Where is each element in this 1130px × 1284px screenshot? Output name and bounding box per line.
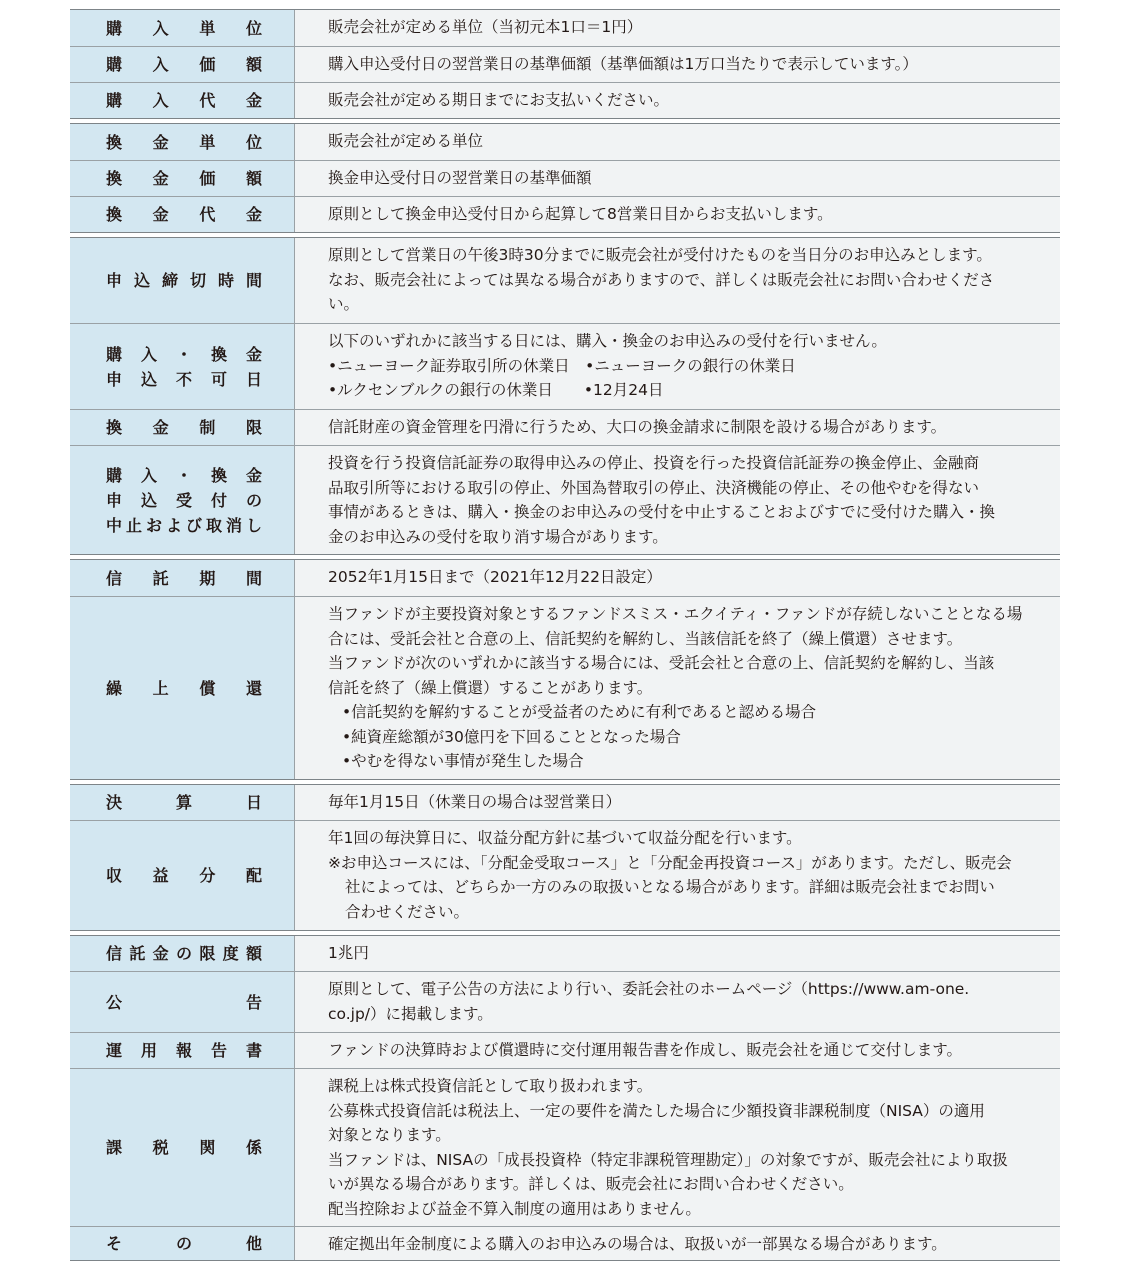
table-row: [70, 46, 1060, 82]
row-value-line: 原則として、電子公告の方法により行い、委託会社のホームページ（https://www.am-one.: [328, 980, 970, 998]
row-label-line: 購入・換金: [106, 465, 262, 485]
row-value: [295, 1033, 1060, 1068]
row-value-line: 対象となります。: [328, 1126, 451, 1144]
row-label: [70, 410, 295, 445]
table-row: [70, 238, 1060, 323]
row-label: [70, 936, 295, 971]
row-value-line: 信託を終了（繰上償還）することがあります。: [328, 678, 653, 697]
row-value-line: 当ファンドは、NISAの「成長投資枠（特定非課税管理勘定）」の対象ですが、販売会社により取扱: [328, 1150, 1008, 1169]
row-label-line: そ の 他: [106, 1234, 262, 1253]
row-label: [70, 47, 295, 82]
row-value: [295, 1069, 1060, 1226]
row-value: [295, 238, 1060, 323]
row-value-line: 確定拠出年金制度による購入のお申込みの場合は、取扱いが一部異なる場合があります。: [328, 1235, 947, 1253]
table-row: [70, 785, 1060, 820]
row-value-line: 投資を行う投資信託証券の取得申込みの停止、投資を行った投資信託証券の換金停止、金融商: [328, 454, 980, 472]
row-value-line: 毎年1月15日（休業日の場合は翌営業日）: [328, 793, 622, 811]
row-label-line: 換 金 制 限: [106, 418, 262, 437]
row-value-line: 2052年1月15日まで（2021年12月22日設定）: [328, 568, 662, 586]
row-label: [70, 124, 295, 160]
row-value-line: •やむを得ない事情が発生した場合: [342, 752, 584, 770]
row-label: [70, 446, 295, 554]
table-row: [70, 1068, 1060, 1226]
table-row: [70, 160, 1060, 196]
row-label-line: 換 金 価 額: [106, 169, 262, 188]
row-label: [70, 83, 295, 118]
row-label-line: 購 入 代 金: [106, 91, 262, 110]
row-value: [295, 83, 1060, 118]
row-label: [70, 324, 295, 409]
row-label-line: 中止および取消し: [106, 515, 262, 535]
table-row: [70, 409, 1060, 445]
row-label: [70, 1033, 295, 1068]
table-row: [70, 1032, 1060, 1068]
row-label: [70, 1069, 295, 1226]
row-value-line: 公募株式投資信託は税法上、一定の要件を満たした場合に少額投資非課税制度（NISA）の適用: [328, 1101, 985, 1120]
row-value-line: 当ファンドが次のいずれかに該当する場合には、受託会社と合意の上、信託契約を解約し、当該: [328, 654, 995, 672]
row-value-line: 品取引所等における取引の停止、外国為替取引の停止、決済機能の停止、その他やむを得ない: [328, 478, 980, 497]
row-value: [295, 410, 1060, 445]
row-value-line: 購入申込受付日の翌営業日の基準価額（基準価額は1万口当たりで表示しています。）: [328, 55, 918, 73]
row-label-line: 申込不可日: [106, 369, 262, 389]
row-label: [70, 560, 295, 596]
row-value: [295, 124, 1060, 160]
fund-terms-table: [70, 9, 1060, 1265]
row-value-line: 原則として換金申込受付日から起算して8営業日目からお支払いします。: [328, 205, 833, 223]
row-value-line: 金のお申込みの受付を取り消す場合があります。: [328, 527, 668, 546]
table-row: [70, 10, 1060, 46]
row-value-line: 合には、受託会社と合意の上、信託契約を解約し、当該信託を終了（繰上償還）させます。: [328, 629, 963, 648]
table-row: [70, 936, 1060, 971]
row-label-line: 課 税 関 係: [106, 1138, 262, 1157]
row-label-line: 購 入 単 位: [106, 18, 262, 38]
row-value: [295, 446, 1060, 554]
row-value-line: いが異なる場合があります。詳しくは、販売会社にお問い合わせください。: [328, 1175, 854, 1193]
row-label: [70, 10, 295, 46]
row-value-line: ファンドの決算時および償還時に交付運用報告書を作成し、販売会社を通じて交付します。: [328, 1041, 962, 1059]
row-value-line: •純資産総額が30億円を下回ることとなった場合: [342, 727, 681, 746]
row-label: [70, 1227, 295, 1260]
row-value: [295, 10, 1060, 46]
row-value-line: •信託契約を解約することが受益者のために有利であると認める場合: [342, 703, 817, 721]
row-value: [295, 324, 1060, 409]
row-value: [295, 936, 1060, 971]
row-value-line: 年1回の毎決算日に、収益分配方針に基づいて収益分配を行います。: [328, 829, 802, 847]
row-label-line: 購入・換金: [106, 344, 262, 364]
row-label: [70, 972, 295, 1032]
row-value-line: 課税上は株式投資信託として取り扱われます。: [328, 1077, 653, 1095]
row-value-line: •ニューヨーク証券取引所の休業日 •ニューヨークの銀行の休業日: [328, 356, 796, 375]
row-value-line: 事情があるときは、購入・換金のお申込みの受付を中止することおよびすでに受付けた購入・換: [328, 503, 995, 521]
row-label-line: 換 金 単 位: [106, 132, 262, 152]
table-row: [70, 560, 1060, 596]
row-label: [70, 197, 295, 232]
settlement-group: [70, 784, 1060, 931]
table-row: [70, 82, 1060, 118]
row-value-line: 当ファンドが主要投資対象とするファンドスミス・エクイティ・ファンドが存続しないこととなる場: [328, 605, 1023, 623]
row-label: [70, 161, 295, 196]
row-label-line: 繰 上 償 還: [106, 678, 262, 698]
row-value-line: 原則として営業日の午後3時30分までに販売会社が受付けたものを当日分のお申込みとします。: [328, 246, 992, 264]
row-value-line: なお、販売会社によっては異なる場合がありますので、詳しくは販売会社にお問い合わせくださ: [328, 270, 995, 289]
row-value-line: 配当控除および益金不算入制度の適用はありません。: [328, 1199, 701, 1218]
row-value: [295, 161, 1060, 196]
row-value-line: 販売会社が定める単位: [328, 132, 484, 150]
row-value-line: 社によっては、どちらか一方のみの取扱いとなる場合があります。詳細は販売会社までお問い: [345, 878, 995, 896]
row-label-line: 公 告: [106, 992, 262, 1012]
row-value-line: 換金申込受付日の翌営業日の基準価額: [328, 169, 592, 187]
row-label-line: 換 金 代 金: [106, 205, 262, 224]
row-label-line: 収 益 分 配: [106, 866, 262, 885]
table-row: [70, 1226, 1060, 1260]
row-value-line: 販売会社が定める期日までにお支払いください。: [328, 91, 670, 109]
row-value: [295, 785, 1060, 820]
row-label-line: 運用報告書: [106, 1041, 262, 1060]
table-row: [70, 124, 1060, 160]
row-label-line: 決 算 日: [106, 793, 262, 812]
row-label-line: 信託金の限度額: [106, 944, 262, 963]
application-group: [70, 237, 1060, 555]
row-value-line: co.jp/）に掲載します。: [328, 1004, 493, 1023]
row-value: [295, 821, 1060, 930]
row-value-line: 信託財産の資金管理を円滑に行うため、大口の換金請求に制限を設ける場合があります。: [328, 418, 947, 436]
table-row: [70, 196, 1060, 232]
row-value-line: 販売会社が定める単位（当初元本1口＝1円）: [328, 18, 643, 36]
row-label-line: 信 託 期 間: [106, 568, 262, 588]
misc-group: [70, 935, 1060, 1261]
row-value-line: ※お申込コースには、「分配金受取コース」と「分配金再投資コース」があります。ただし、販売会: [328, 853, 1012, 872]
row-value: [295, 560, 1060, 596]
row-label-line: 申込受付の: [106, 490, 262, 510]
row-value-line: 以下のいずれかに該当する日には、購入・換金のお申込みの受付を行いません。: [328, 332, 887, 350]
row-value: [295, 1227, 1060, 1260]
trust-period-group: [70, 559, 1060, 780]
table-row: [70, 596, 1060, 779]
row-label: [70, 238, 295, 323]
table-row: [70, 323, 1060, 409]
row-value: [295, 197, 1060, 232]
row-value: [295, 47, 1060, 82]
purchase-group: [70, 9, 1060, 119]
row-label-line: 購 入 価 額: [106, 55, 262, 74]
row-label: [70, 821, 295, 930]
table-row: [70, 971, 1060, 1032]
row-value-line: •ルクセンブルクの銀行の休業日 •12月24日: [328, 381, 664, 399]
row-value: [295, 972, 1060, 1032]
row-label: [70, 785, 295, 820]
row-label: [70, 597, 295, 779]
row-value-line: い。: [328, 295, 360, 313]
row-value: [295, 597, 1060, 779]
table-row: [70, 445, 1060, 554]
redemption-group: [70, 123, 1060, 233]
row-label-line: 申込締切時間: [106, 271, 262, 290]
row-value-line: 合わせください。: [345, 902, 470, 921]
row-value-line: 1兆円: [328, 944, 369, 962]
table-row: [70, 820, 1060, 930]
